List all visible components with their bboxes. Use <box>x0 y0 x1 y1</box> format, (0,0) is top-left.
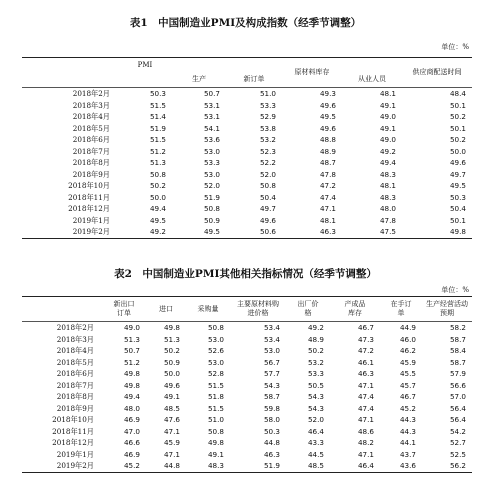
table-cell: 53.0 <box>207 357 224 367</box>
table-cell: 47.3 <box>357 334 374 344</box>
table-row <box>22 322 472 334</box>
table-cell: 49.4 <box>379 158 396 168</box>
table-cell: 49.2 <box>307 323 324 333</box>
table-row <box>22 334 472 346</box>
table-cell: 51.0 <box>259 89 276 99</box>
table-cell: 48.4 <box>449 89 466 99</box>
table-cell: 53.3 <box>259 100 276 110</box>
table-cell: 49.1 <box>379 100 396 110</box>
table-cell: 47.1 <box>163 449 180 459</box>
table-cell: 45.7 <box>399 380 416 390</box>
table-cell: 48.5 <box>307 461 324 471</box>
table-row <box>22 134 472 146</box>
table-cell: 44.8 <box>163 461 180 471</box>
table-cell: 47.1 <box>163 426 180 436</box>
table-cell: 47.4 <box>319 192 336 202</box>
row-month-label: 2018年12月 <box>52 438 94 448</box>
table-cell: 53.8 <box>259 123 276 133</box>
table-cell: 54.1 <box>203 123 220 133</box>
table-cell: 53.4 <box>263 323 280 333</box>
table-cell: 48.7 <box>319 158 336 168</box>
table-cell: 51.5 <box>207 380 224 390</box>
table-cell: 49.3 <box>319 89 336 99</box>
table-cell: 51.5 <box>149 135 166 145</box>
table-row <box>22 357 472 369</box>
table-cell: 47.1 <box>319 204 336 214</box>
table-cell: 50.8 <box>207 323 224 333</box>
table-cell: 46.7 <box>399 392 416 402</box>
table-cell: 57.9 <box>449 369 466 379</box>
table2-header-row <box>22 297 472 322</box>
table-row <box>22 203 472 215</box>
table-cell: 53.0 <box>203 169 220 179</box>
row-month-label: 2018年2月 <box>72 89 110 99</box>
table-cell: 49.1 <box>379 123 396 133</box>
table-cell: 48.5 <box>163 403 180 413</box>
table-cell: 43.7 <box>399 449 416 459</box>
table-cell: 46.4 <box>357 461 374 471</box>
table-cell: 44.1 <box>399 438 416 448</box>
table-cell: 53.4 <box>263 334 280 344</box>
table2-body <box>22 322 472 473</box>
table-cell: 49.6 <box>319 123 336 133</box>
table-row <box>22 414 472 426</box>
row-month-label: 2018年7月 <box>72 146 110 156</box>
row-month-label: 2018年5月 <box>56 357 94 367</box>
table-cell: 52.5 <box>449 449 466 459</box>
table-cell: 56.6 <box>449 380 466 390</box>
table-row <box>22 157 472 169</box>
table2-header: 新出口订单 <box>102 297 146 322</box>
table-row <box>22 100 472 112</box>
table-cell: 53.0 <box>207 334 224 344</box>
row-month-label: 2018年10月 <box>68 181 110 191</box>
table-row <box>22 380 472 392</box>
table-cell: 51.0 <box>207 415 224 425</box>
row-month-label: 2018年3月 <box>56 334 94 344</box>
table-cell: 53.3 <box>307 369 324 379</box>
table1-body <box>22 88 472 239</box>
table1-header-row <box>22 58 472 88</box>
table-cell: 57.7 <box>263 369 280 379</box>
row-month-label: 2019年2月 <box>72 227 110 237</box>
table-cell: 49.8 <box>123 369 140 379</box>
table-cell: 45.9 <box>399 357 416 367</box>
table-cell: 52.7 <box>449 438 466 448</box>
table-cell: 50.8 <box>207 426 224 436</box>
table-cell: 49.5 <box>149 215 166 225</box>
row-month-label: 2018年6月 <box>56 369 94 379</box>
table-cell: 51.5 <box>207 403 224 413</box>
table-cell: 50.2 <box>307 346 324 356</box>
table-cell: 49.8 <box>163 323 180 333</box>
table-row <box>22 345 472 357</box>
table-cell: 44.3 <box>399 426 416 436</box>
table-cell: 52.6 <box>207 346 224 356</box>
table-cell: 51.9 <box>149 123 166 133</box>
row-month-label: 2018年4月 <box>56 346 94 356</box>
table-row <box>22 146 472 158</box>
table2-header: 生产经营活动预期 <box>422 297 472 322</box>
table-cell: 48.6 <box>357 426 374 436</box>
table-cell: 48.2 <box>357 438 374 448</box>
table-cell: 53.0 <box>203 146 220 156</box>
table-cell: 48.3 <box>379 192 396 202</box>
table-cell: 49.0 <box>379 112 396 122</box>
table-cell: 49.7 <box>449 169 466 179</box>
row-month-label: 2018年12月 <box>68 204 110 214</box>
table-cell: 49.6 <box>259 215 276 225</box>
table-cell: 49.8 <box>207 438 224 448</box>
table-cell: 49.8 <box>449 227 466 237</box>
table-cell: 50.0 <box>449 146 466 156</box>
table-cell: 56.2 <box>449 461 466 471</box>
table2-header: 采购量 <box>186 297 230 322</box>
table-cell: 51.5 <box>149 100 166 110</box>
table-cell: 49.2 <box>149 227 166 237</box>
table-cell: 49.6 <box>163 380 180 390</box>
table-cell: 58.7 <box>449 357 466 367</box>
row-month-label: 2018年5月 <box>72 123 110 133</box>
table-cell: 43.6 <box>399 461 416 471</box>
table-cell: 58.7 <box>449 334 466 344</box>
table2-header: 产成品库存 <box>330 297 380 322</box>
table-cell: 58.4 <box>449 346 466 356</box>
table-cell: 47.1 <box>357 449 374 459</box>
table-cell: 50.6 <box>259 227 276 237</box>
table-cell: 49.8 <box>123 380 140 390</box>
row-month-label: 2018年9月 <box>56 403 94 413</box>
table-cell: 50.8 <box>203 204 220 214</box>
table-cell: 52.3 <box>259 146 276 156</box>
table-cell: 51.2 <box>123 357 140 367</box>
table-cell: 47.1 <box>357 415 374 425</box>
table-cell: 46.9 <box>123 449 140 459</box>
row-month-label: 2018年9月 <box>72 169 110 179</box>
table-row <box>22 192 472 204</box>
table-cell: 47.8 <box>379 215 396 225</box>
table-cell: 50.1 <box>449 100 466 110</box>
table-cell: 50.3 <box>449 192 466 202</box>
table-cell: 48.1 <box>379 181 396 191</box>
table-cell: 53.2 <box>259 135 276 145</box>
table-cell: 49.7 <box>259 204 276 214</box>
table1-header: 生产 <box>172 58 226 88</box>
table-cell: 53.1 <box>203 112 220 122</box>
table-cell: 46.7 <box>357 323 374 333</box>
table-cell: 49.0 <box>123 323 140 333</box>
table2-header: 出厂价格 <box>286 297 330 322</box>
table-cell: 50.9 <box>203 215 220 225</box>
table-cell: 44.9 <box>399 323 416 333</box>
table-cell: 52.0 <box>307 415 324 425</box>
table-cell: 53.3 <box>203 158 220 168</box>
table-cell: 48.3 <box>207 461 224 471</box>
table-row <box>22 123 472 135</box>
table-cell: 44.5 <box>307 449 324 459</box>
table-cell: 48.9 <box>319 146 336 156</box>
table-cell: 50.7 <box>203 89 220 99</box>
table-row <box>22 215 472 227</box>
table-cell: 51.2 <box>149 146 166 156</box>
table1-header: 新订单 <box>226 58 282 88</box>
table-cell: 50.2 <box>163 346 180 356</box>
table-cell: 48.1 <box>319 215 336 225</box>
table-cell: 59.8 <box>263 403 280 413</box>
table-cell: 50.5 <box>307 380 324 390</box>
table-cell: 52.0 <box>203 181 220 191</box>
table-cell: 47.2 <box>357 346 374 356</box>
table-cell: 50.1 <box>449 123 466 133</box>
table-cell: 49.1 <box>207 449 224 459</box>
table-row <box>22 449 472 461</box>
table-cell: 52.0 <box>259 169 276 179</box>
table2-header: 进口 <box>146 297 186 322</box>
table-cell: 50.7 <box>123 346 140 356</box>
table-cell: 51.9 <box>263 461 280 471</box>
row-month-label: 2019年1月 <box>72 215 110 225</box>
row-month-label: 2018年3月 <box>72 100 110 110</box>
table-cell: 51.8 <box>207 392 224 402</box>
table-cell: 46.3 <box>357 369 374 379</box>
table-cell: 51.3 <box>123 334 140 344</box>
table-row <box>22 88 472 100</box>
table-cell: 43.3 <box>307 438 324 448</box>
table-cell: 58.2 <box>449 323 466 333</box>
table-row <box>22 403 472 415</box>
row-month-label: 2018年8月 <box>72 158 110 168</box>
table-cell: 54.3 <box>307 392 324 402</box>
table-cell: 48.8 <box>319 135 336 145</box>
table-cell: 54.2 <box>449 426 466 436</box>
table-row <box>22 180 472 192</box>
row-month-label: 2019年2月 <box>56 461 94 471</box>
table-cell: 48.1 <box>379 89 396 99</box>
table-cell: 50.1 <box>449 215 466 225</box>
table-cell: 53.2 <box>307 357 324 367</box>
table-cell: 50.9 <box>163 357 180 367</box>
table-cell: 49.2 <box>379 146 396 156</box>
table-cell: 56.4 <box>449 415 466 425</box>
table-cell: 46.2 <box>399 346 416 356</box>
table-cell: 46.3 <box>319 227 336 237</box>
table-cell: 49.0 <box>379 135 396 145</box>
table-cell: 47.8 <box>319 169 336 179</box>
table-cell: 46.3 <box>263 449 280 459</box>
table1-pmi-components <box>22 57 472 239</box>
table-cell: 44.3 <box>399 415 416 425</box>
row-month-label: 2018年11月 <box>68 192 110 202</box>
table-cell: 56.7 <box>263 357 280 367</box>
table-cell: 46.9 <box>123 415 140 425</box>
row-month-label: 2018年8月 <box>56 392 94 402</box>
table-cell: 50.4 <box>259 192 276 202</box>
table-cell: 46.0 <box>399 334 416 344</box>
table-cell: 58.7 <box>263 392 280 402</box>
table1-header <box>22 58 118 88</box>
table1-header: 供应商配送时间 <box>402 58 472 88</box>
table-cell: 49.6 <box>449 158 466 168</box>
table-cell: 53.6 <box>203 135 220 145</box>
row-month-label: 2018年2月 <box>56 323 94 333</box>
row-month-label: 2019年1月 <box>56 449 94 459</box>
table-cell: 48.0 <box>379 204 396 214</box>
table-cell: 49.5 <box>319 112 336 122</box>
table-cell: 54.3 <box>263 380 280 390</box>
table-cell: 51.4 <box>149 112 166 122</box>
table-cell: 56.4 <box>449 403 466 413</box>
table-cell: 48.9 <box>307 334 324 344</box>
table-cell: 50.4 <box>449 204 466 214</box>
table-row <box>22 460 472 472</box>
table-row <box>22 368 472 380</box>
table-cell: 49.4 <box>149 204 166 214</box>
table-cell: 51.3 <box>149 158 166 168</box>
table-cell: 50.2 <box>449 112 466 122</box>
table-row <box>22 111 472 123</box>
table-cell: 48.3 <box>379 169 396 179</box>
table-cell: 45.2 <box>123 461 140 471</box>
table-cell: 46.1 <box>357 357 374 367</box>
table-cell: 50.2 <box>149 181 166 191</box>
table-cell: 47.4 <box>357 403 374 413</box>
row-month-label: 2018年11月 <box>52 426 94 436</box>
table2-unit: 单位：% <box>441 286 469 294</box>
table-cell: 50.2 <box>449 135 466 145</box>
table-cell: 52.8 <box>207 369 224 379</box>
table-cell: 47.2 <box>319 181 336 191</box>
table-cell: 49.4 <box>123 392 140 402</box>
table2-header: 主要原材料购进价格 <box>230 297 286 322</box>
table-cell: 54.3 <box>307 403 324 413</box>
row-month-label: 2018年6月 <box>72 135 110 145</box>
table1-header: 从业人员 <box>342 58 402 88</box>
table-row <box>22 426 472 438</box>
table-cell: 49.5 <box>203 227 220 237</box>
table1-title: 表1 中国制造业PMI及构成指数（经季节调整） <box>129 17 362 29</box>
table-cell: 44.8 <box>263 438 280 448</box>
table-cell: 46.4 <box>307 426 324 436</box>
table-cell: 45.9 <box>163 438 180 448</box>
table-cell: 51.3 <box>163 334 180 344</box>
table2-title: 表2 中国制造业PMI其他相关指标情况（经季节调整） <box>114 268 377 280</box>
table-cell: 50.0 <box>163 369 180 379</box>
table-cell: 52.9 <box>259 112 276 122</box>
table-cell: 45.5 <box>399 369 416 379</box>
table-row <box>22 437 472 449</box>
table-cell: 47.6 <box>163 415 180 425</box>
table-cell: 47.4 <box>357 392 374 402</box>
table-row <box>22 169 472 181</box>
table1-header: 原材料库存 <box>282 58 342 88</box>
table-cell: 57.0 <box>449 392 466 402</box>
table-cell: 58.0 <box>263 415 280 425</box>
table-cell: 48.0 <box>123 403 140 413</box>
table-cell: 47.1 <box>357 380 374 390</box>
table2-other-indicators <box>22 296 472 473</box>
table-row <box>22 391 472 403</box>
table-cell: 49.1 <box>163 392 180 402</box>
table-cell: 53.0 <box>263 346 280 356</box>
table-cell: 45.2 <box>399 403 416 413</box>
table-cell: 49.6 <box>319 100 336 110</box>
table-cell: 46.6 <box>123 438 140 448</box>
table-cell: 47.5 <box>379 227 396 237</box>
row-month-label: 2018年10月 <box>52 415 94 425</box>
table-cell: 51.9 <box>203 192 220 202</box>
table1-header: PMI <box>118 58 172 88</box>
table-cell: 52.2 <box>259 158 276 168</box>
table1-unit: 单位：% <box>441 43 469 51</box>
table-cell: 50.8 <box>149 169 166 179</box>
table-cell: 47.0 <box>123 426 140 436</box>
table-cell: 50.3 <box>263 426 280 436</box>
row-month-label: 2018年7月 <box>56 380 94 390</box>
table-cell: 50.8 <box>259 181 276 191</box>
table-cell: 49.5 <box>449 181 466 191</box>
row-month-label: 2018年4月 <box>72 112 110 122</box>
table2-header <box>22 297 102 322</box>
table2-header: 在手订单 <box>380 297 422 322</box>
table-cell: 50.3 <box>149 89 166 99</box>
table-cell: 50.0 <box>149 192 166 202</box>
table-cell: 53.1 <box>203 100 220 110</box>
table-row <box>22 226 472 238</box>
